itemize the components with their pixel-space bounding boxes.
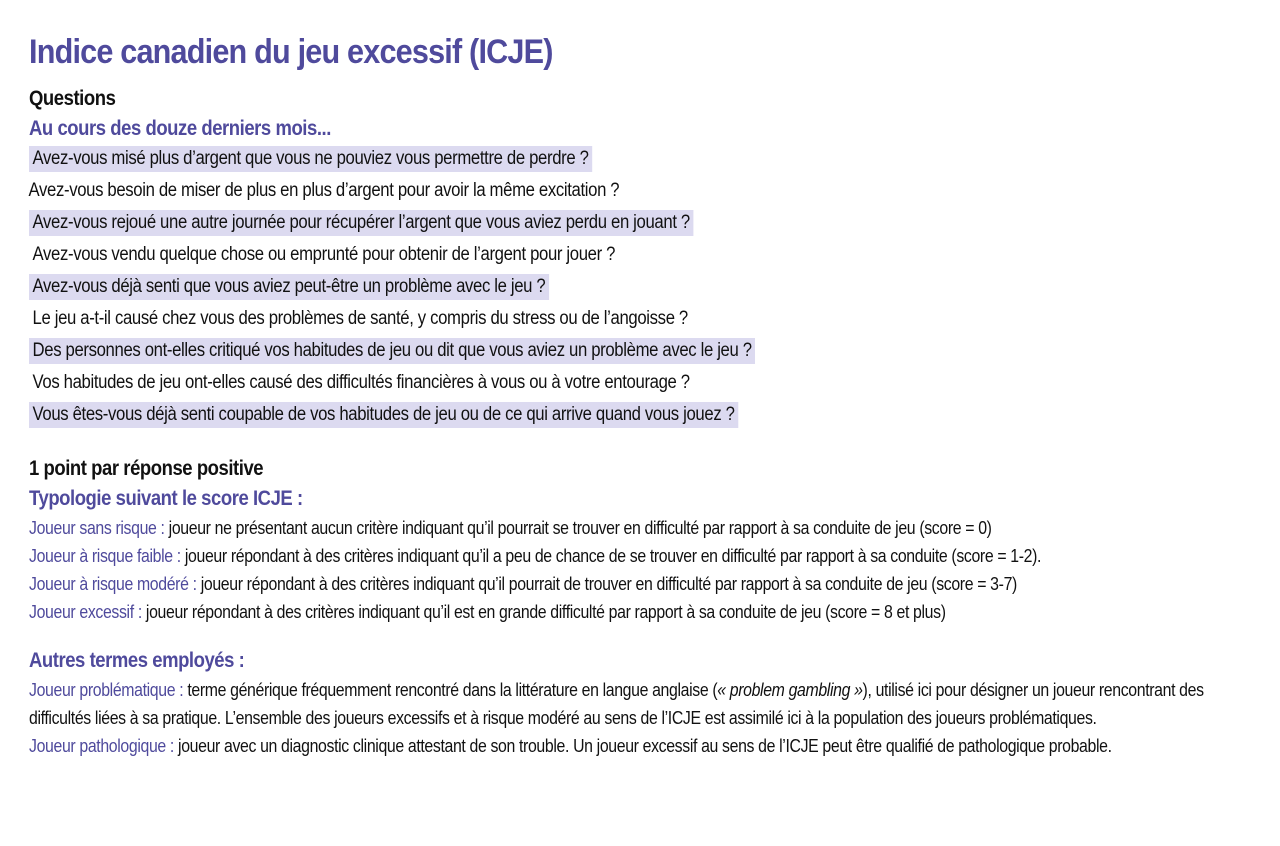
questions-heading: Questions — [29, 87, 116, 110]
scoring-heading: 1 point par réponse positive — [29, 457, 264, 480]
document — [29, 30, 1259, 760]
question-text: Avez-vous rejoué une autre journée pour récupérer l’argent que vous aviez perdu en jouant ? — [29, 210, 693, 236]
page-title: Indice canadien du jeu excessif (ICJE) — [29, 33, 553, 71]
period-heading: Au cours des douze derniers mois... — [29, 117, 331, 140]
typology-list — [29, 514, 1259, 626]
other-terms-heading: Autres termes employés : — [29, 649, 245, 672]
question-item — [25, 178, 1111, 204]
typology-heading: Typologie suivant le score ICJE : — [29, 487, 303, 510]
question-text: Avez-vous déjà senti que vous aviez peut-être un problème avec le jeu ? — [29, 274, 549, 300]
typology-item — [29, 514, 1111, 542]
question-item — [29, 402, 1111, 428]
pathological-text: joueur avec un diagnostic clinique attestant de son trouble. Un joueur excessif au sens de l’ICJE peut être qualifié de pathologique probable. — [173, 736, 1112, 756]
problematic-italic: « problem gambling » — [717, 680, 863, 700]
question-item — [29, 370, 1111, 396]
problematic-text-1: terme générique fréquemment rencontré dans la littérature en langue anglaise ( — [183, 680, 718, 700]
questions-list — [29, 146, 1259, 428]
typology-item — [29, 598, 1111, 626]
typology-text: joueur ne présentant aucun critère indiquant qu’il pourrait se trouver en difficulté par rapport à sa conduite de jeu (score = 0) — [164, 518, 992, 538]
typology-term: Joueur excessif : — [29, 602, 142, 622]
problematic-term: Joueur problématique : — [29, 680, 184, 700]
question-item — [29, 242, 1111, 268]
question-text: Des personnes ont-elles critiqué vos habitudes de jeu ou dit que vous aviez un problème avec le jeu ? — [29, 338, 755, 364]
typology-term: Joueur à risque modéré : — [29, 574, 197, 594]
pathological-term: Joueur pathologique : — [29, 736, 174, 756]
question-text: Avez-vous vendu quelque chose ou emprunté pour obtenir de l’argent pour jouer ? — [32, 244, 616, 265]
typology-term: Joueur sans risque : — [29, 518, 165, 538]
problematic-definition — [29, 676, 1261, 732]
pathological-definition — [29, 732, 1111, 760]
question-text: Le jeu a-t-il causé chez vous des problèmes de santé, y compris du stress ou de l’angoisse ? — [32, 308, 688, 329]
typology-item — [29, 570, 1111, 598]
question-text: Avez-vous besoin de miser de plus en plus d’argent pour avoir la même excitation ? — [28, 180, 620, 201]
typology-text: joueur répondant à des critères indiquant qu’il a peu de chance de se trouver en difficulté par rapport à sa conduite (score = 1-2). — [180, 546, 1042, 566]
typology-text: joueur répondant à des critères indiquant qu’il pourrait de trouver en difficulté par rapport à sa conduite de jeu (score = 3-7) — [196, 574, 1017, 594]
typology-term: Joueur à risque faible : — [29, 546, 181, 566]
question-item — [29, 306, 1111, 332]
question-item — [29, 210, 1111, 236]
typology-text: joueur répondant à des critères indiquant qu’il est en grande difficulté par rapport à sa conduite de jeu (score = 8 et plus) — [141, 602, 946, 622]
question-text: Vos habitudes de jeu ont-elles causé des difficultés financières à vous ou à votre entourage ? — [32, 372, 690, 393]
problematic-text-2: ), utilisé ici pour désigner un joueur rencontrant des difficultés liées à sa pratique. L’ensemble des joueurs excessifs et à risque modéré au sens de l’ICJE est assimilé ici à la population des joueurs problématiques. — [29, 680, 1204, 728]
question-text: Vous êtes-vous déjà senti coupable de vos habitudes de jeu ou de ce qui arrive quand vous jouez ? — [29, 402, 738, 428]
question-item — [29, 274, 1111, 300]
typology-item — [29, 542, 1111, 570]
question-item — [29, 146, 1111, 172]
question-text: Avez-vous misé plus d’argent que vous ne pouviez vous permettre de perdre ? — [29, 146, 592, 172]
question-item — [29, 338, 1111, 364]
